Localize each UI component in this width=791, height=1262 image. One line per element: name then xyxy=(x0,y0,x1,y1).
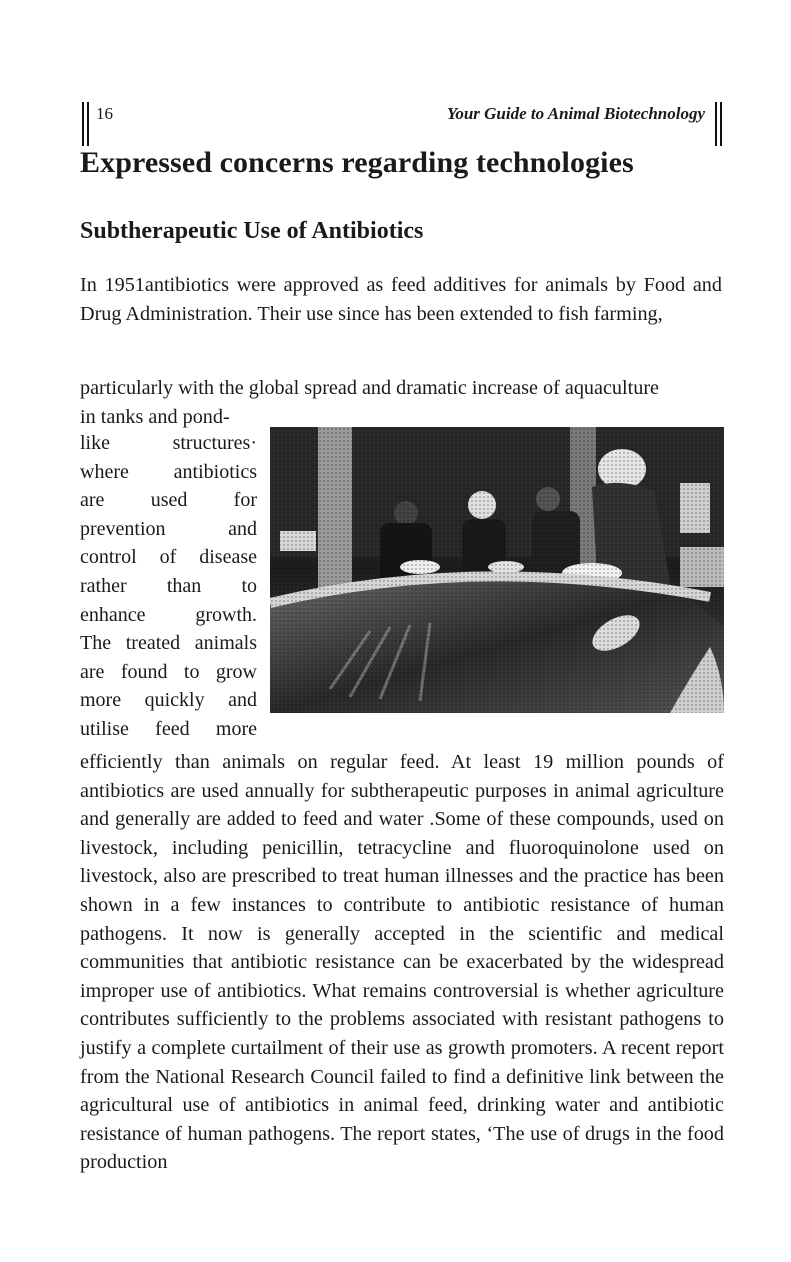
paragraph-3: efficiently than animals on regular feed. At least 19 million pounds of antibiotics are used annually for subtherapeutic purposes in animal agriculture and generally are added to feed and water .Some of these compounds, used on livestock, including penicillin, tetracycline and fluoroquinolone used on livestock, also are prescribed to treat human illnesses and the practice has been shown in a few instances to contribute to antibiotic resistance of human pathogens. It now is generally accepted in the scientific and medical communities that antibiotic resistance can be exacerbated by the widespread improper use of antibiotics. What remains controversial is whether agriculture contributes sufficiently to the problems associated with resistant pathogens to justify a complete curtailment of their use as growth promoters. A recent report from the National Research Council failed to find a definitive link between the agricultural use of antibiotics in animal feed, drinking water and antibiotic resistance of human pathogens. The report states, ‘The use of drugs in the food production xyxy=(80,751,724,1174)
header-rule-left-1 xyxy=(82,102,84,146)
paragraph-2 xyxy=(80,374,724,431)
wrap-line: prevention and xyxy=(80,517,257,540)
wrap-line: rather than to xyxy=(80,574,257,597)
header-rule-right-1 xyxy=(715,102,717,146)
header-rule-right-2 xyxy=(720,102,722,146)
wrap-line: The treated animals xyxy=(80,632,257,655)
paragraph-2-line-2: in tanks and pond- xyxy=(80,405,230,428)
page-number: 16 xyxy=(96,104,113,123)
paragraph-1: In 1951antibiotics were approved as feed additives for animals by Food and Drug Administration. Their use since has been extended to fish farming, xyxy=(80,274,722,325)
wrap-line: where antibiotics xyxy=(80,460,257,483)
wrap-line: more quickly and xyxy=(80,689,257,712)
paragraph-2-line-1: particularly with the global spread and dramatic increase of aquaculture xyxy=(80,377,660,399)
wrap-line: control of disease xyxy=(80,546,257,569)
header-rule-left-2 xyxy=(87,102,89,146)
chapter-heading: Expressed concerns regarding technologies xyxy=(80,146,634,179)
wrap-line: utilise feed more xyxy=(80,717,257,740)
section-heading: Subtherapeutic Use of Antibiotics xyxy=(80,218,424,244)
wrap-line: enhance growth. xyxy=(80,603,257,626)
wrapped-text-column xyxy=(80,429,257,744)
aquaculture-tank-photo xyxy=(270,427,724,713)
wrap-line: like structures· xyxy=(80,432,257,454)
wrap-line: are found to grow xyxy=(80,660,257,683)
running-title: Your Guide to Animal Biotechnology xyxy=(446,104,705,123)
wrap-line: are used for xyxy=(80,489,257,512)
